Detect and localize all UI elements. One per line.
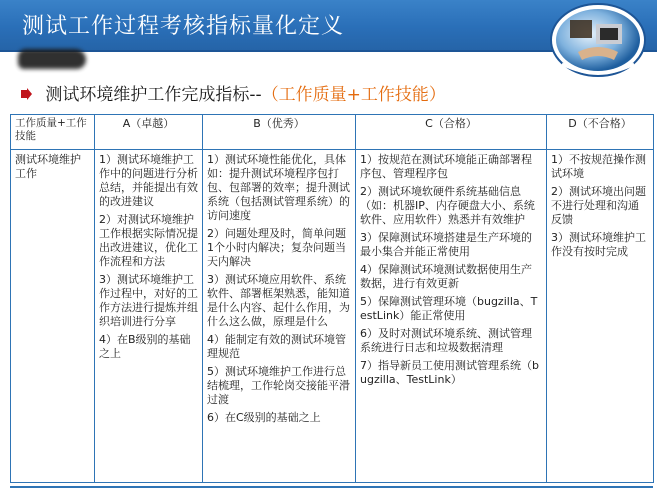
grade-a-item: 4）在B级别的基础之上 — [99, 333, 191, 360]
grade-b-item: 1）测试环境性能优化，具体如：提升测试环境程序包打包、包部署的效率；提升测试系统（包括测试管理系统）的访问速度 — [207, 153, 350, 222]
grade-a-item: 2）对测试环境维护工作根据实际情况提出改进建议，优化工作流程和方法 — [99, 213, 198, 268]
header-grade-b: B（优秀） — [203, 115, 356, 150]
grade-b-item: 3）测试环境应用软件、系统软件、部署框架熟悉，能知道是什么内容、起什么作用，为什么这么做，原理是什么 — [207, 273, 350, 328]
grade-a-item: 1）测试环境维护工作中的问题进行分析总结，并能提出有效的改进建议 — [99, 153, 198, 208]
section-heading-accent: （工作质量+工作技能） — [261, 85, 446, 105]
header-criteria: 工作质量+工作技能 — [11, 115, 95, 150]
grade-c-item: 2）测试环境软硬件系统基础信息（如：机器IP、内存硬盘大小、系统软件、应用软件）熟悉并有效维护 — [360, 185, 535, 226]
grade-c-item: 7）指导新员工使用测试管理系统（bugzilla、TestLink） — [360, 359, 539, 386]
cell-grade-a — [95, 150, 203, 483]
criteria-table — [10, 114, 654, 483]
table-header-row — [11, 115, 654, 150]
grade-d-item: 3）测试环境维护工作没有按时完成 — [551, 231, 646, 258]
footer-divider — [10, 486, 653, 488]
grade-b-item: 4）能制定有效的测试环境管理规范 — [207, 333, 346, 360]
cell-grade-b — [203, 150, 356, 483]
grade-b-item: 2）问题处理及时，简单问题1个小时内解决；复杂问题当天内解决 — [207, 227, 346, 268]
grade-c-item: 4）保障测试环境测试数据使用生产数据，进行有效更新 — [360, 263, 532, 290]
header-grade-a: A（卓越） — [95, 115, 203, 150]
grade-d-item: 2）测试环境出问题不进行处理和沟通反馈 — [551, 185, 646, 226]
cell-item: 测试环境维护工作 — [11, 150, 95, 483]
cell-grade-d — [547, 150, 654, 483]
slide-title: 测试工作过程考核指标量化定义 — [22, 14, 345, 39]
grade-d-item: 1）不按规范操作测试环境 — [551, 153, 646, 180]
cell-grade-c — [356, 150, 547, 483]
grade-c-item: 5）保障测试管理环境（bugzilla、TestLink）能正常使用 — [360, 295, 538, 322]
redaction-smudge — [18, 49, 86, 69]
section-heading — [20, 80, 446, 105]
table-row — [11, 150, 654, 483]
grade-c-item: 3）保障测试环境搭建是生产环境的最小集合并能正常使用 — [360, 231, 532, 258]
grade-b-item: 5）测试环境维护工作进行总结梳理，工作轮岗交接能平滑过渡 — [207, 365, 350, 406]
header-grade-c: C（合格） — [356, 115, 547, 150]
section-heading-main: 测试环境维护工作完成指标-- — [45, 85, 262, 105]
grade-b-item: 6）在C级别的基础之上 — [207, 411, 321, 424]
arrow-bullet-icon — [20, 88, 32, 100]
header-grade-d: D（不合格） — [547, 115, 654, 150]
globe-handshake-logo — [548, 2, 648, 78]
grade-a-item: 3）测试环境维护工作过程中，对好的工作方法进行提炼并组织培训进行分享 — [99, 273, 198, 328]
grade-c-item: 1）按规范在测试环境能正确部署程序包、管理程序包 — [360, 153, 532, 180]
grade-c-item: 6）及时对测试环境系统、测试管理系统进行日志和垃圾数据清理 — [360, 327, 532, 354]
